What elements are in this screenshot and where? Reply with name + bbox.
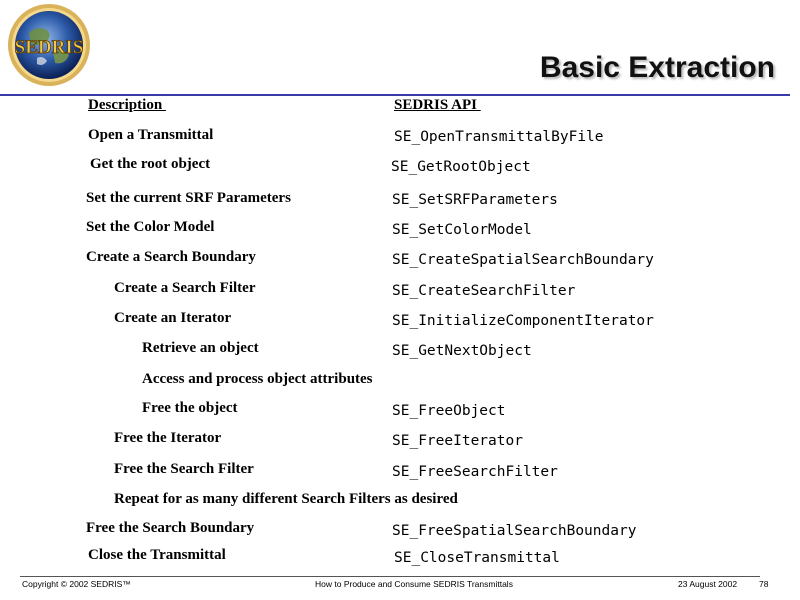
step-description: Free the Search Filter bbox=[114, 461, 254, 477]
footer-page-number: 78 bbox=[759, 579, 769, 589]
step-description: Access and process object attributes bbox=[142, 371, 373, 387]
api-call: SE_SetColorModel bbox=[392, 222, 532, 238]
step-description: Create a Search Filter bbox=[114, 280, 256, 296]
step-description: Open a Transmittal bbox=[88, 127, 214, 143]
api-call: SE_FreeSearchFilter bbox=[392, 464, 558, 480]
api-call: SE_GetRootObject bbox=[391, 159, 531, 175]
step-description: Retrieve an object bbox=[142, 340, 259, 356]
api-column-header: SEDRIS API bbox=[394, 97, 481, 113]
api-call: SE_CreateSearchFilter bbox=[392, 283, 576, 299]
api-call: SE_GetNextObject bbox=[392, 343, 532, 359]
api-call: SE_FreeObject bbox=[392, 403, 506, 419]
step-description: Get the root object bbox=[90, 156, 211, 172]
api-call: SE_CloseTransmittal bbox=[394, 550, 560, 566]
step-description: Close the Transmittal bbox=[88, 547, 226, 563]
step-description: Repeat for as many different Search Filters as desired bbox=[114, 491, 458, 507]
step-description: Set the current SRF Parameters bbox=[86, 190, 291, 206]
footer-presentation-title: How to Produce and Consume SEDRIS Transmittals bbox=[315, 579, 513, 589]
title-divider bbox=[0, 94, 790, 96]
api-call: SE_FreeIterator bbox=[392, 433, 523, 449]
step-description: Create an Iterator bbox=[114, 310, 232, 326]
slide-title: Basic Extraction bbox=[539, 51, 775, 84]
logo-text: SEDRIS bbox=[14, 37, 84, 58]
footer-divider bbox=[20, 576, 760, 577]
step-description: Free the Iterator bbox=[114, 430, 222, 446]
api-call: SE_CreateSpatialSearchBoundary bbox=[392, 252, 654, 268]
api-call: SE_OpenTransmittalByFile bbox=[394, 129, 604, 145]
description-column-header: Description bbox=[88, 97, 166, 113]
sedris-logo bbox=[7, 3, 91, 87]
api-call: SE_SetSRFParameters bbox=[392, 192, 558, 208]
step-description: Set the Color Model bbox=[86, 219, 215, 235]
step-description: Create a Search Boundary bbox=[86, 249, 256, 265]
api-call: SE_FreeSpatialSearchBoundary bbox=[392, 523, 637, 539]
step-description: Free the object bbox=[142, 400, 238, 416]
step-description: Free the Search Boundary bbox=[86, 520, 255, 536]
footer-copyright: Copyright © 2002 SEDRIS™ bbox=[22, 579, 131, 589]
api-call: SE_InitializeComponentIterator bbox=[392, 313, 654, 329]
footer-date: 23 August 2002 bbox=[678, 579, 738, 589]
